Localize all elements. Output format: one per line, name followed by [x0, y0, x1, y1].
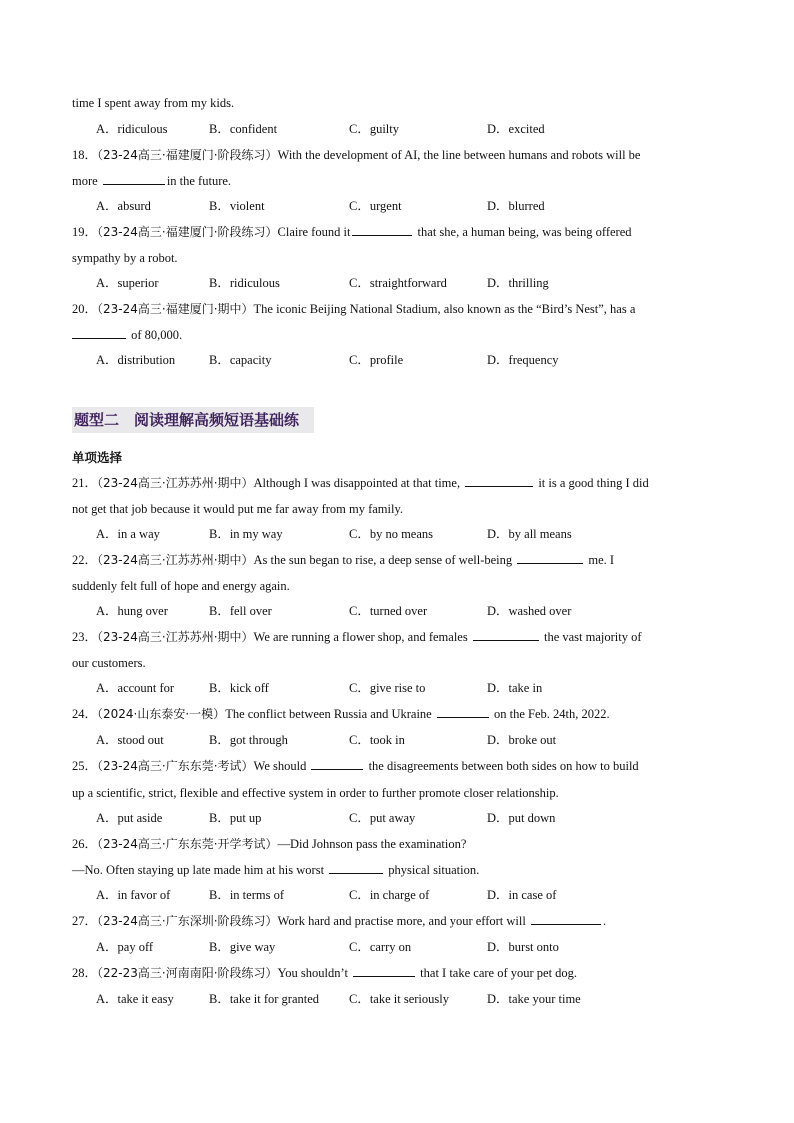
option-d: D．excited — [487, 122, 545, 136]
option-c: C．guilty — [349, 122, 400, 136]
option-a: A．take it easy — [96, 992, 174, 1006]
q20-stem-cont: of 80,000. — [72, 326, 724, 351]
answer-blank — [352, 223, 412, 236]
option-a: A．absurd — [96, 199, 151, 213]
q26-stem: 26．（23-24高三·广东东莞·开学考试）—Did Johnson pass the examination? — [72, 837, 467, 851]
q25-options — [72, 809, 724, 835]
option-c: C．straightforward — [349, 276, 447, 290]
option-d: D．broke out — [487, 733, 557, 747]
option-d: D．thrilling — [487, 276, 549, 290]
answer-blank — [473, 628, 539, 641]
option-b: B．ridiculous — [209, 276, 280, 290]
question-list-part2 — [72, 474, 724, 1016]
option-d: D．blurred — [487, 199, 545, 213]
question-list-part1 — [72, 94, 724, 377]
option-a: A．superior — [96, 276, 159, 290]
q25-stem: 25．（23-24高三·广东东莞·考试）We should the disagreements between both sides on how to build — [72, 759, 639, 773]
option-a: A．in favor of — [96, 888, 171, 902]
q21-stem: 21．（23-24高三·江苏苏州·期中）Although I was disappointed at that time, it is a good thing I did — [72, 476, 649, 490]
option-b: B．in terms of — [209, 888, 284, 902]
q23-stem-cont: our customers. — [72, 656, 146, 670]
option-c: C．take it seriously — [349, 992, 449, 1006]
option-a: A．hung over — [96, 604, 168, 618]
q28-options — [72, 990, 724, 1016]
q17-options — [72, 120, 724, 146]
option-d: D．washed over — [487, 604, 572, 618]
q24-stem: 24．（2024·山东泰安·一模）The conflict between Russia and Ukraine on the Feb. 24th, 2022. — [72, 707, 610, 721]
q24-options — [72, 731, 724, 757]
answer-blank — [311, 757, 363, 770]
q19-options — [72, 274, 724, 300]
q27-stem: 27．（23-24高三·广东深圳·阶段练习）Work hard and practise more, and your effort will . — [72, 914, 607, 928]
q23-stem: 23．（23-24高三·江苏苏州·期中）We are running a flower shop, and females the vast majority of — [72, 630, 642, 644]
option-a: A．distribution — [96, 353, 176, 367]
option-b: B．kick off — [209, 681, 269, 695]
option-a: A．ridiculous — [96, 122, 168, 136]
q18-options — [72, 197, 724, 223]
answer-blank — [531, 912, 601, 925]
q17-continuation: time I spent away from my kids. — [72, 96, 235, 110]
answer-blank — [103, 172, 165, 185]
q22-options — [72, 602, 724, 628]
option-c: C．put away — [349, 811, 416, 825]
q19-stem: 19．（23-24高三·福建厦门·阶段练习）Claire found it that she, a human being, was being offered — [72, 225, 632, 239]
option-d: D．burst onto — [487, 940, 559, 954]
answer-blank — [465, 474, 533, 487]
option-b: B．put up — [209, 811, 262, 825]
q25-stem-cont: up a scientific, strict, flexible and effective system in order to further promote closer relationship. — [72, 786, 559, 800]
option-b: B．got through — [209, 733, 288, 747]
option-b: B．violent — [209, 199, 265, 213]
option-c: C．turned over — [349, 604, 428, 618]
q19-stem-cont: sympathy by a robot. — [72, 251, 178, 265]
option-a: A．account for — [96, 681, 175, 695]
option-c: C．give rise to — [349, 681, 426, 695]
answer-blank — [517, 551, 583, 564]
option-b: B．give way — [209, 940, 276, 954]
option-d: D．take your time — [487, 992, 581, 1006]
option-d: D．put down — [487, 811, 556, 825]
option-c: C．took in — [349, 733, 405, 747]
option-b: B．in my way — [209, 527, 283, 541]
q20-options — [72, 351, 724, 377]
q22-stem: 22．（23-24高三·江苏苏州·期中）As the sun began to rise, a deep sense of well-being me. I — [72, 553, 615, 567]
q18-stem: 18．（23-24高三·福建厦门·阶段练习）With the development of AI, the line between humans and robots will be — [72, 148, 641, 162]
q23-options — [72, 679, 724, 705]
q20-stem: 20．（23-24高三·福建厦门·期中）The iconic Beijing National Stadium, also known as the “Bird’s Nest”, has a — [72, 302, 636, 316]
q21-options — [72, 525, 724, 551]
option-a: A．stood out — [96, 733, 164, 747]
section-subtitle: 单项选择 — [72, 450, 123, 465]
q26-stem-cont: —No. Often staying up late made him at his worst physical situation. — [72, 863, 480, 877]
option-b: B．fell over — [209, 604, 272, 618]
q26-options — [72, 886, 724, 912]
q18-stem-cont: more in the future. — [72, 174, 232, 188]
option-d: D．by all means — [487, 527, 572, 541]
option-a: A．in a way — [96, 527, 160, 541]
answer-blank — [353, 964, 415, 977]
option-c: C．in charge of — [349, 888, 430, 902]
answer-blank — [329, 861, 383, 874]
option-c: C．by no means — [349, 527, 434, 541]
answer-blank — [72, 326, 126, 339]
option-d: D．in case of — [487, 888, 557, 902]
q27-options — [72, 938, 724, 964]
answer-blank — [437, 705, 489, 718]
option-c: C．urgent — [349, 199, 402, 213]
option-a: A．pay off — [96, 940, 154, 954]
option-a: A．put aside — [96, 811, 163, 825]
q28-stem: 28．（22-23高三·河南南阳·阶段练习）You shouldn’t that I take care of your pet dog. — [72, 966, 578, 980]
q21-stem-cont: not get that job because it would put me far away from my family. — [72, 502, 404, 516]
option-b: B．take it for granted — [209, 992, 320, 1006]
option-b: B．confident — [209, 122, 278, 136]
section-title: 题型二 阅读理解高频短语基础练 — [72, 407, 314, 433]
option-c: C．carry on — [349, 940, 412, 954]
option-c: C．profile — [349, 353, 404, 367]
option-d: D．take in — [487, 681, 543, 695]
q22-stem-cont: suddenly felt full of hope and energy again. — [72, 579, 290, 593]
option-b: B．capacity — [209, 353, 272, 367]
option-d: D．frequency — [487, 353, 559, 367]
